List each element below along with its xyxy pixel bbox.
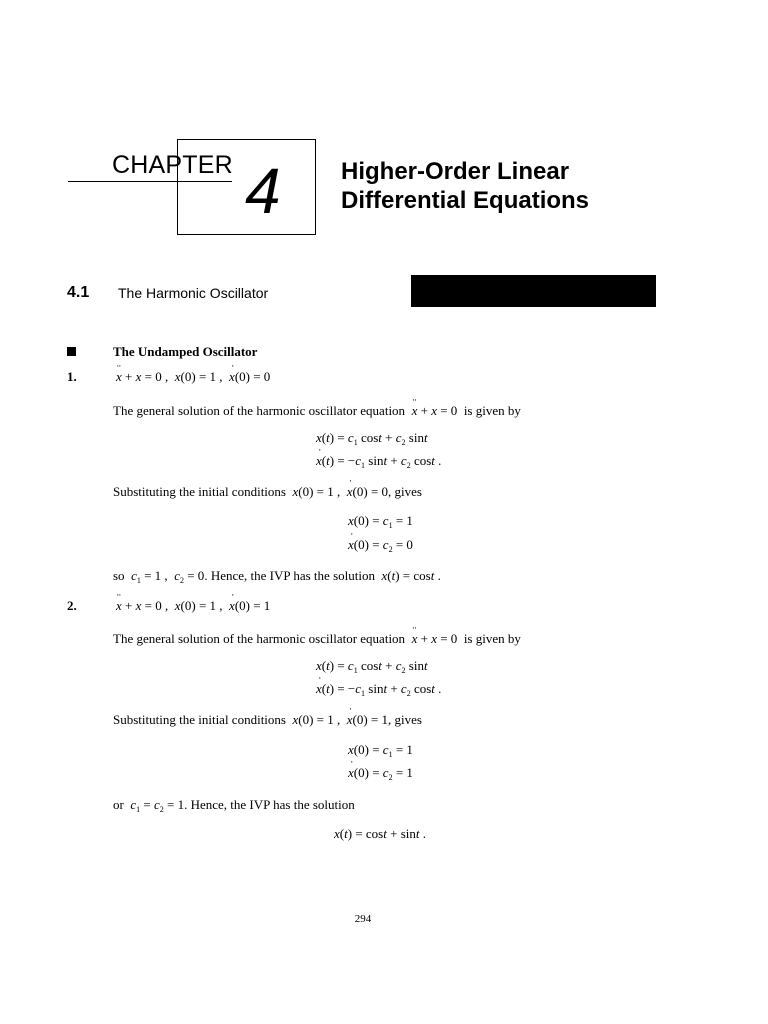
problem-1-conclusion-pre: so bbox=[113, 568, 125, 583]
redaction-bar bbox=[411, 275, 656, 307]
problem-2-statement: ¨ x + x = 0 , x(0) = 1 , ˙ x(0) = 1 bbox=[116, 598, 270, 614]
problem-2-conclusion: or $c_1 = c_2 = 1$. Hence, the IVP has the solution bbox=[113, 797, 355, 814]
square-bullet-icon bbox=[67, 347, 76, 356]
problem-2-conclusion-pre: or bbox=[113, 797, 124, 812]
problem-2-substitution: Substituting the initial conditions x(0) = 1 , ˙ x(0) = 1, gives bbox=[113, 712, 422, 728]
problem-1-statement: ¨ x + x = 0 , x(0) = 1 , ˙ x(0) = 0 bbox=[116, 369, 270, 385]
problem-1-number: 1. bbox=[67, 369, 77, 384]
problem-1-ic-eq-2: ˙ $x(0) = c_2 = 0$ bbox=[348, 537, 413, 554]
problem-1-solution-x: $x(t) = c_1$ $\cos t + c_2$ sint bbox=[316, 430, 428, 447]
section-title: The Harmonic Oscillator bbox=[118, 285, 269, 301]
problem-2-initial-velocity: (0) = 1 bbox=[234, 598, 271, 613]
problem-2-ic-eq-1: $x(0) = c_1 = 1$ bbox=[348, 742, 413, 759]
problem-2-ic-eq-2: ˙ $x(0) = c_2 = 1$ bbox=[348, 765, 413, 782]
problem-1-intro-text: The general solution of the harmonic oscillator equation bbox=[113, 403, 406, 418]
problem-1-initial-velocity: (0) = 0 bbox=[234, 369, 271, 384]
chapter-title-line-2: Differential Equations bbox=[341, 187, 590, 214]
problem-1-solution-xdot: ˙ $x(t) = -c_1$ $\sin t + c_2$ cost . bbox=[316, 453, 441, 470]
chapter-label: CHAPTER bbox=[112, 151, 233, 179]
problem-1-given-by: is given by bbox=[463, 403, 521, 418]
problem-1-substitution: Substituting the initial conditions x(0) = 1 , ˙ x(0) = 0, gives bbox=[113, 484, 422, 500]
problem-1-ic-eq-1: $x(0) = c_1 = 1$ bbox=[348, 513, 413, 530]
problem-2-intro-text: The general solution of the harmonic oscillator equation bbox=[113, 631, 406, 646]
problem-1-conclusion: so $c_1 = 1$ , $c_2 = 0$. Hence, the IVP has the solution x(t) = cost . bbox=[113, 568, 441, 585]
subsection-title: The Undamped Oscillator bbox=[113, 344, 258, 359]
problem-2-gives: , gives bbox=[388, 712, 422, 727]
problem-1-gives: , gives bbox=[388, 484, 422, 499]
problem-2-intro: The general solution of the harmonic oscillator equation ¨ x + x = 0 is given by bbox=[113, 631, 521, 647]
chapter-title bbox=[341, 157, 589, 215]
problem-2-final-solution: x(t) = cost + sint . bbox=[334, 826, 427, 841]
problem-2-solution-xdot: ˙ $x(t) = -c_1$ $\sin t + c_2$ cost . bbox=[316, 681, 441, 698]
problem-1-subst-text: Substituting the initial conditions bbox=[113, 484, 286, 499]
chapter-title-line-1: Higher-Order Linear bbox=[341, 158, 570, 185]
page-number: 294 bbox=[354, 913, 372, 925]
problem-1-intro: The general solution of the harmonic oscillator equation ¨ x + x = 0 is given by bbox=[113, 403, 521, 419]
problem-2-number: 2. bbox=[67, 598, 77, 613]
problem-2-conclusion-mid: . Hence, the IVP has the solution bbox=[184, 797, 355, 812]
problem-2-given-by: is given by bbox=[463, 631, 521, 646]
chapter-number: 4 bbox=[245, 155, 281, 227]
problem-2-solution-x: $x(t) = c_1$ $\cos t + c_2$ sint bbox=[316, 658, 428, 675]
problem-1-conclusion-mid: . Hence, the IVP has the solution bbox=[204, 568, 375, 583]
problem-2-subst-text: Substituting the initial conditions bbox=[113, 712, 286, 727]
section-number: 4.1 bbox=[67, 284, 90, 301]
